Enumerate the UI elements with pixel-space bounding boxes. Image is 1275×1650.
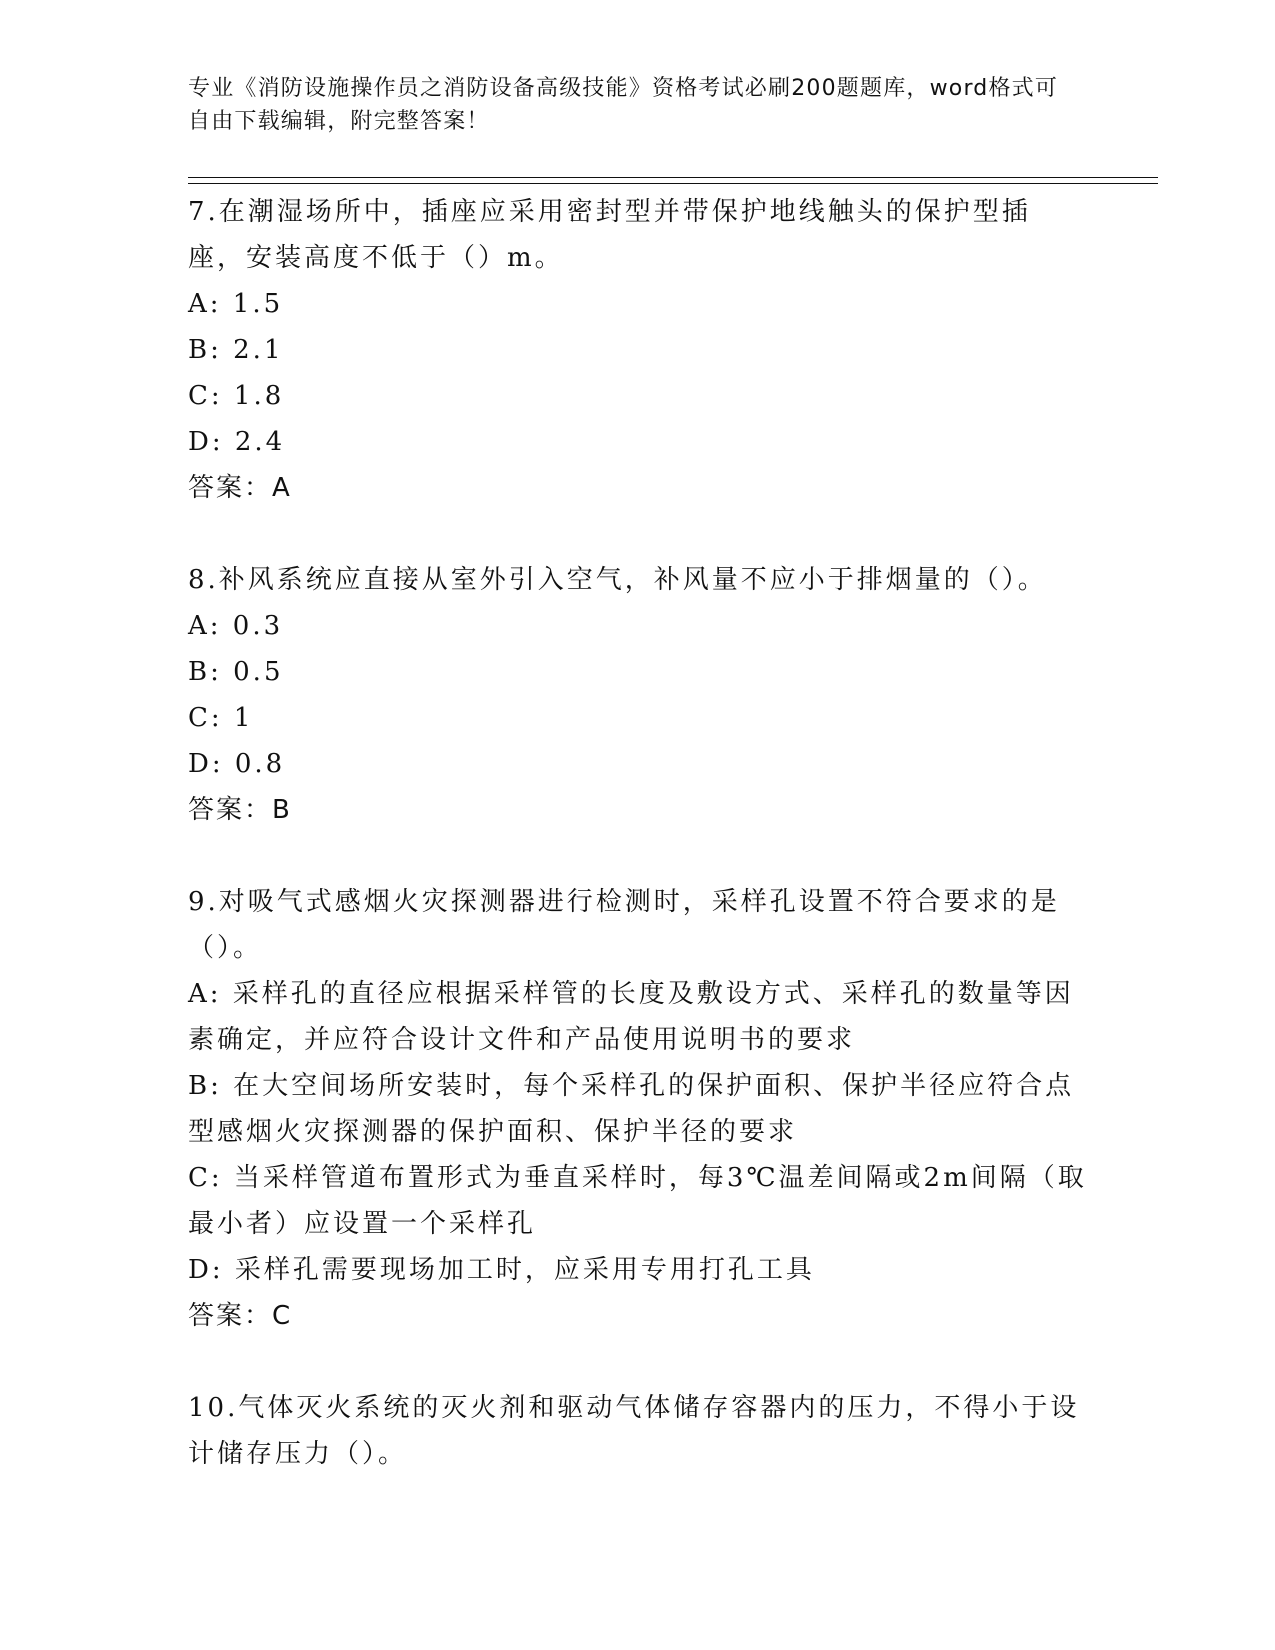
question-spacer bbox=[188, 833, 1088, 879]
option-a: A: 采样孔的直径应根据采样管的长度及敷设方式、采样孔的数量等因素确定，并应符合设计文件和产品使用说明书的要求 bbox=[188, 979, 1074, 1055]
answer-label: 答案：A bbox=[188, 473, 292, 503]
question-8 bbox=[188, 557, 1088, 833]
option-d: D: 2.4 bbox=[188, 427, 286, 457]
question-text: 8.补风系统应直接从室外引入空气，补风量不应小于排烟量的（）。 bbox=[188, 565, 1047, 595]
answer-label: 答案：B bbox=[188, 795, 292, 825]
question-text: 10.气体灭火系统的灭火剂和驱动气体储存容器内的压力，不得小于设计储存压力（）。 bbox=[188, 1393, 1080, 1469]
answer-label: 答案：C bbox=[188, 1301, 293, 1331]
header-divider-top bbox=[188, 177, 1158, 178]
question-spacer bbox=[188, 511, 1088, 557]
question-7 bbox=[188, 189, 1088, 511]
option-b: B: 在大空间场所安装时，每个采样孔的保护面积、保护半径应符合点型感烟火灾探测器的保护面积、保护半径的要求 bbox=[188, 1071, 1075, 1147]
question-10 bbox=[188, 1385, 1088, 1477]
option-b: B: 0.5 bbox=[188, 657, 284, 687]
option-a: A: 1.5 bbox=[188, 289, 284, 319]
option-c: C: 1.8 bbox=[188, 381, 285, 411]
document-header: 专业《消防设施操作员之消防设备高级技能》资格考试必刷200题题库，word格式可自由下载编辑，附完整答案！ bbox=[188, 76, 1059, 134]
option-d: D: 采样孔需要现场加工时，应采用专用打孔工具 bbox=[188, 1255, 815, 1285]
question-spacer bbox=[188, 1339, 1088, 1385]
option-d: D: 0.8 bbox=[188, 749, 286, 779]
question-9 bbox=[188, 879, 1088, 1339]
header-divider-bottom bbox=[188, 183, 1158, 184]
question-list bbox=[188, 189, 1088, 1477]
option-a: A: 0.3 bbox=[188, 611, 284, 641]
question-text: 9.对吸气式感烟火灾探测器进行检测时，采样孔设置不符合要求的是（）。 bbox=[188, 887, 1060, 963]
option-c: C: 1 bbox=[188, 703, 254, 733]
question-text: 7.在潮湿场所中，插座应采用密封型并带保护地线触头的保护型插座，安装高度不低于（）m。 bbox=[188, 197, 1031, 273]
option-b: B: 2.1 bbox=[188, 335, 284, 365]
option-c: C: 当采样管道布置形式为垂直采样时，每3℃温差间隔或2m间隔（取最小者）应设置一个采样孔 bbox=[188, 1163, 1087, 1239]
